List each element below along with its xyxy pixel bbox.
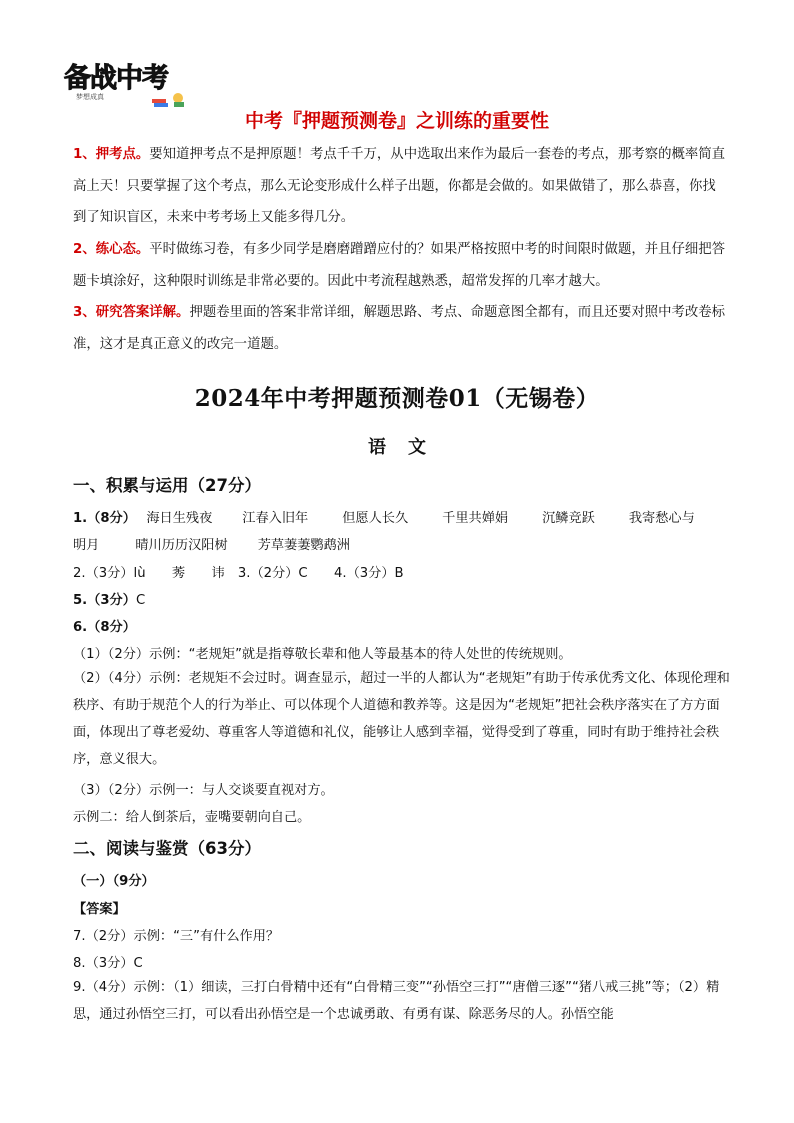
promo-text-3: 押题卷里面的答案非常详细，解题思路、考点、命题意图全都有，而且还要对照中考改卷标准，这才是真正意义的改完一道题。 bbox=[73, 305, 726, 352]
q6-part-2: （2）（4分）示例：老规矩不会过时。调查显示，超过一半的人都认为“老规矩”有助于传承优秀文化、体现伦理和秩序、有助于规范个人的行为举止、可以体现个人道德和教养等。这是因为“老规矩”把社会秩序落实在了方方面面，体现出了尊老爱幼、尊重客人等道德和礼仪，能够让人感到幸福，觉得受到了尊重，同时有助于维持社会秩序，意义很大。 bbox=[73, 671, 730, 767]
q6-part-3: （3）（2分）示例一：与人交谈要直视对方。 bbox=[73, 783, 334, 798]
q1-item: 芳草萋萋鹦鹉洲 bbox=[257, 538, 350, 553]
q5-label: 5.（3分） bbox=[73, 593, 136, 608]
promo-text-2: 平时做练习卷，有多少同学是磨磨蹭蹭应付的？如果严格按照中考的时间限时做题，并且仔细把答题卡填涂好，这种限时训练是非常必要的。因此中考流程越熟悉，超常发挥的几率才越大。 bbox=[73, 242, 726, 289]
q6-part-1: （1）（2分）示例：“老规矩”就是指尊敬长辈和他人等最基本的待人处世的传统规则。 bbox=[73, 647, 572, 662]
subject-title: 语文 bbox=[368, 437, 448, 458]
q1-item: 明月 bbox=[73, 538, 100, 553]
q1-line-1 bbox=[73, 507, 733, 526]
q1-item: 晴川历历汉阳树 bbox=[135, 538, 228, 553]
section-1-heading: 一、积累与运用（27分） bbox=[73, 476, 261, 495]
q1-item: 但愿人长久 bbox=[342, 511, 409, 526]
logo-text: 备战中考 bbox=[64, 63, 168, 94]
promo-label-2: 2、练心态。 bbox=[73, 242, 150, 257]
promo-paragraph-2 bbox=[73, 234, 728, 297]
q5-answer: C bbox=[135, 593, 146, 608]
q1-item: 沉鳞竞跃 bbox=[542, 511, 595, 526]
part-1-heading: （一）（9分） bbox=[73, 874, 155, 889]
promo-paragraph-1 bbox=[73, 139, 728, 234]
promo-paragraph-3 bbox=[73, 297, 728, 360]
q7-answer: 7.（2分）示例：“三”有什么作用？ bbox=[73, 929, 280, 944]
q9-answer: 9.（4分）示例：（1）细读，三打白骨精中还有“白骨精三变”“孙悟空三打”“唐僧三逐”“猪八戒三挑”等；（2）精思，通过孙悟空三打，可以看出孙悟空是一个忠诚勇敢、有勇有谋、除恶务尽的人。孙悟空能 bbox=[73, 980, 720, 1022]
logo-subtext: 梦想成真 bbox=[76, 93, 104, 101]
q2-to-q4-answers: 2.（3分）lù 莠 讳 3.（2分）C 4.（3分）B bbox=[73, 566, 404, 581]
q5-line bbox=[73, 589, 733, 608]
q6-label: 6.（8分） bbox=[73, 620, 136, 635]
promo-text-1: 要知道押考点不是押原题！考点千千万，从中选取出来作为最后一套卷的考点，那考察的概率简直高上天！只要掌握了这个考点，那么无论变形成什么样子出题，你都是会做的。如果做错了，那么恭喜，你找到了知识盲区，未来中考考场上又能多得几分。 bbox=[73, 147, 726, 225]
q1-line-2 bbox=[73, 534, 733, 553]
exam-title: 2024年中考押题预测卷01（无锡卷） bbox=[194, 385, 600, 412]
section-2-heading: 二、阅读与鉴赏（63分） bbox=[73, 839, 261, 858]
q8-answer: 8.（3分）C bbox=[73, 956, 143, 971]
q1-label: 1.（8分） bbox=[73, 511, 136, 526]
logo bbox=[54, 56, 194, 108]
q1-item: 海日生残夜 bbox=[146, 511, 213, 526]
answer-label: 【答案】 bbox=[73, 902, 126, 917]
q1-item: 我寄愁心与 bbox=[628, 511, 695, 526]
q1-item: 江春入旧年 bbox=[242, 511, 309, 526]
promo-label-3: 3、研究答案详解。 bbox=[73, 305, 190, 320]
q1-item: 千里共婵娟 bbox=[442, 511, 509, 526]
q6-part-3-example-2: 示例二：给人倒茶后，壶嘴要朝向自己。 bbox=[73, 810, 311, 825]
promo-title: 中考『押题预测卷』之训练的重要性 bbox=[244, 110, 549, 132]
promo-label-1: 1、押考点。 bbox=[73, 147, 150, 162]
